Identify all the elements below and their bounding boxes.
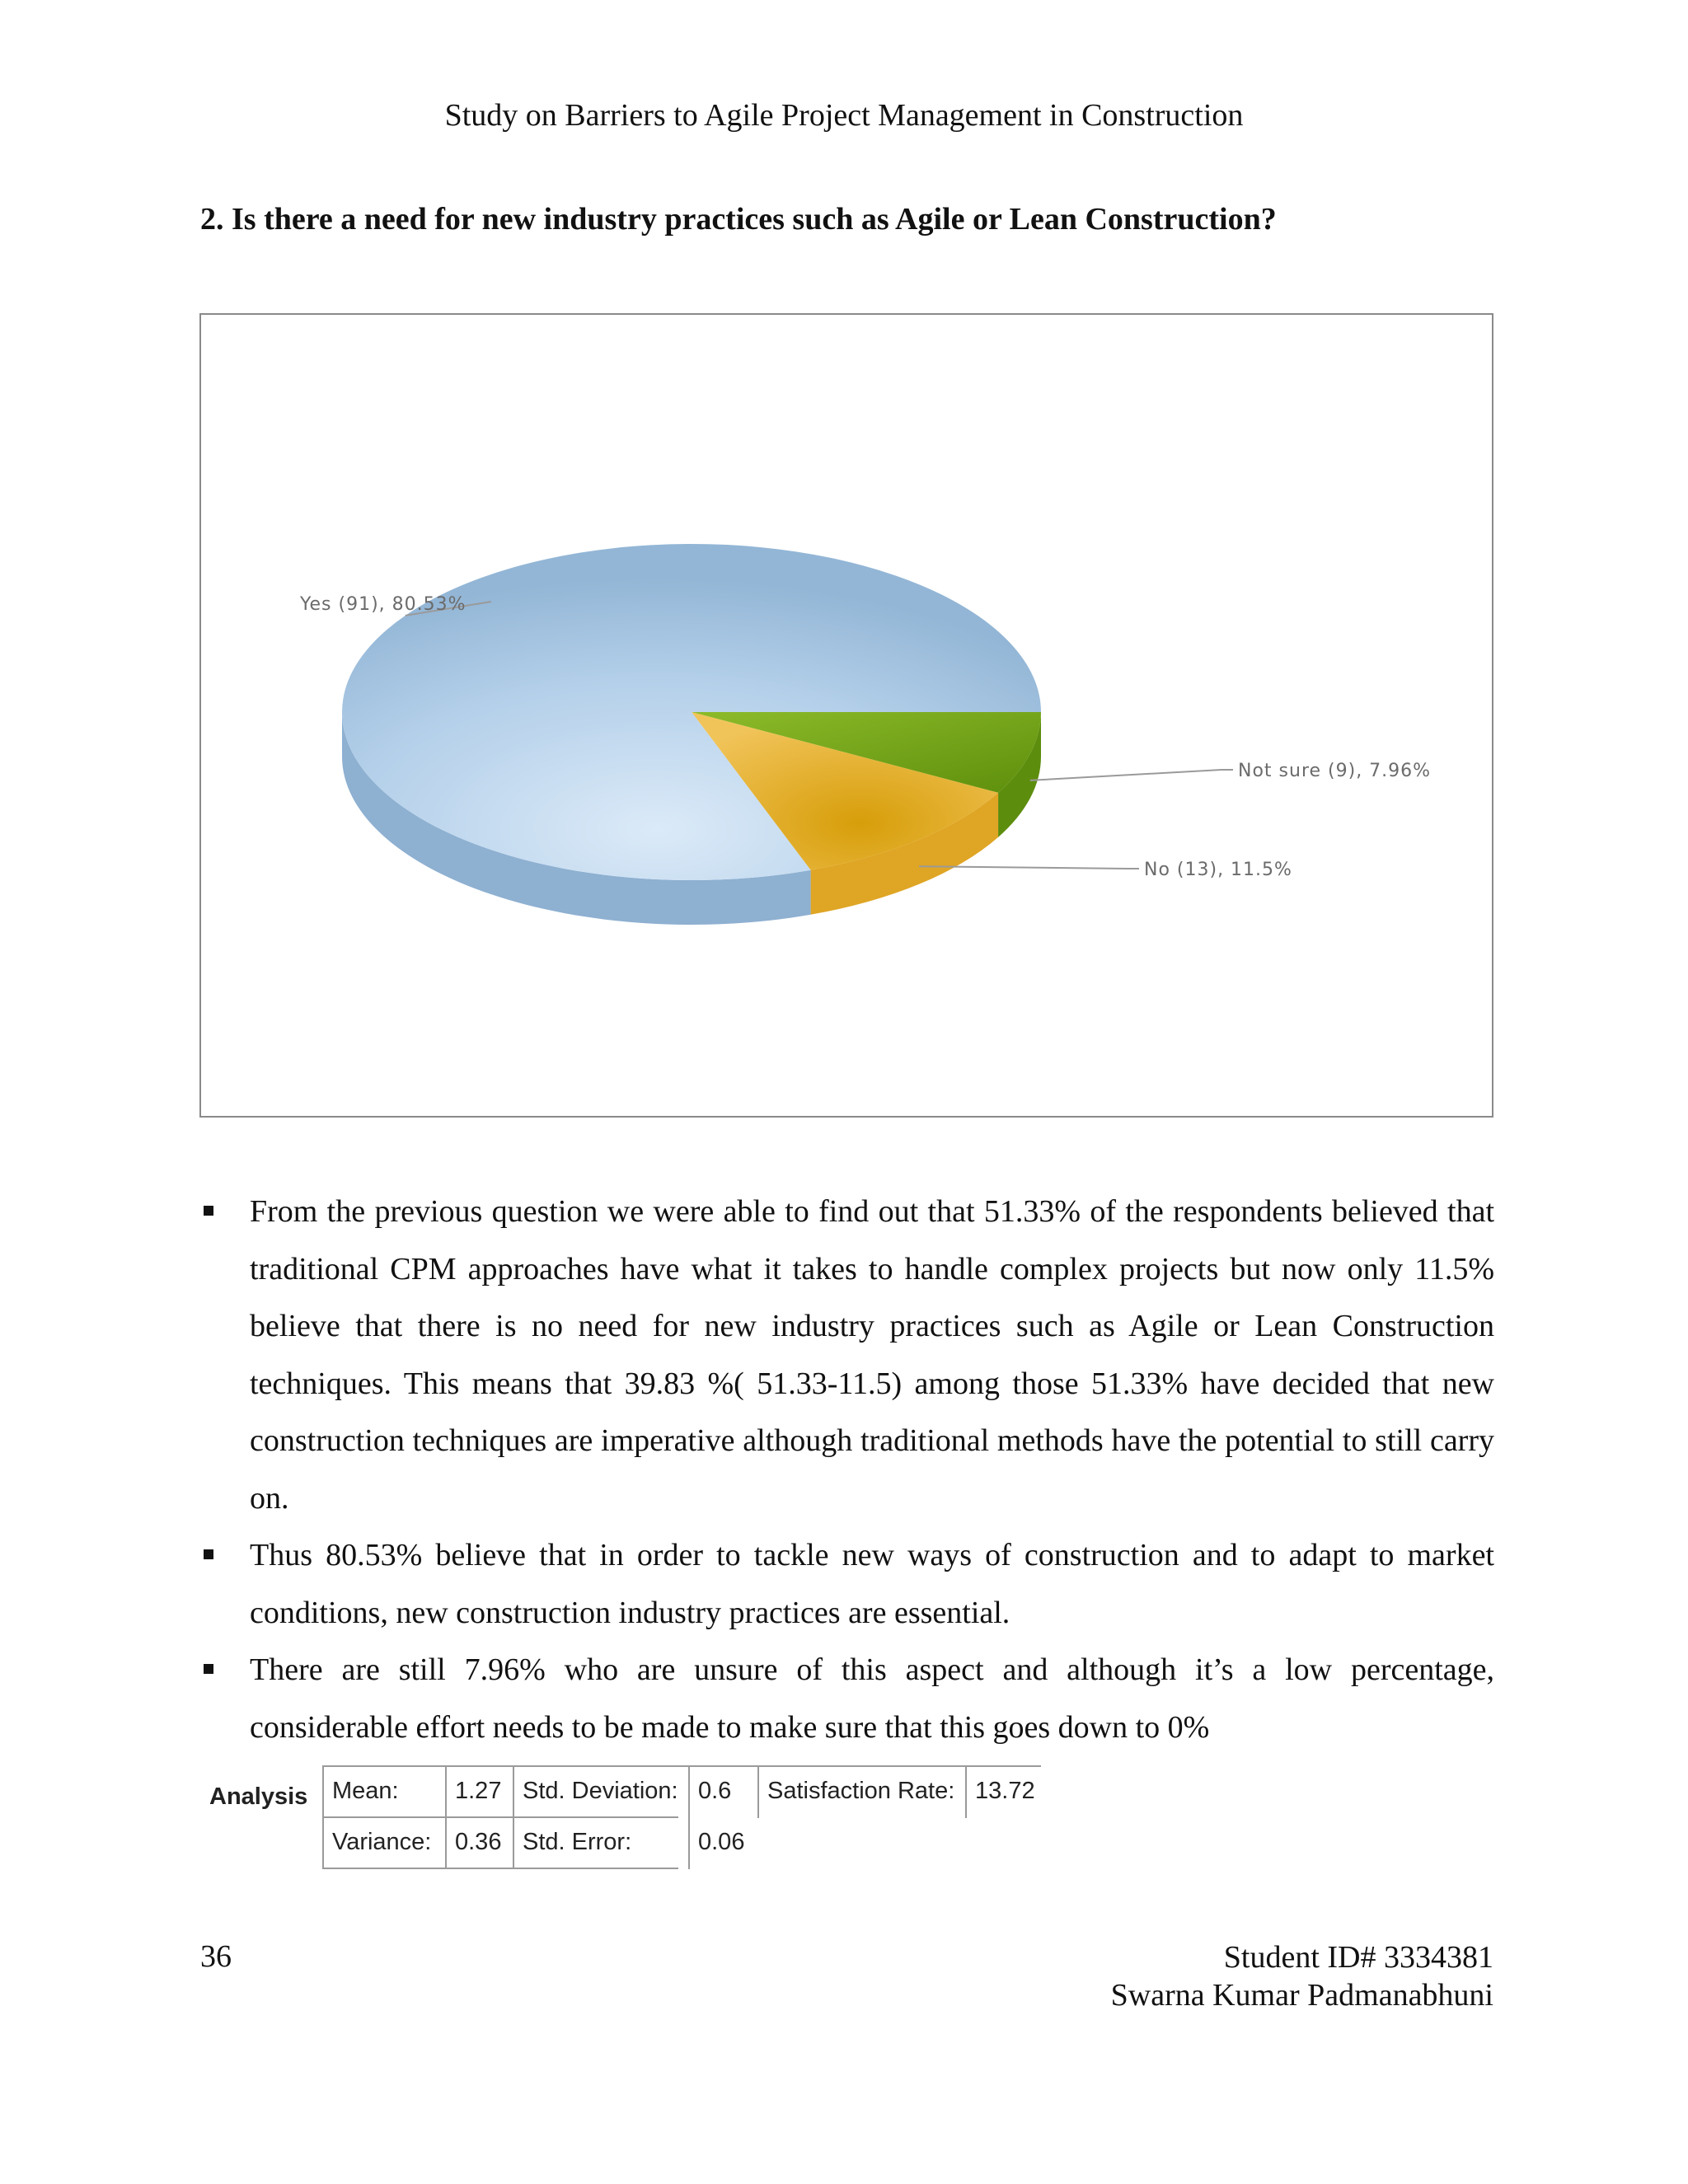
mean-label: Mean: xyxy=(332,1778,399,1804)
table-rule xyxy=(513,1765,514,1869)
std-deviation-value: 0.6 xyxy=(698,1778,732,1804)
analysis-label: Analysis xyxy=(209,1783,308,1810)
table-rule xyxy=(322,1816,678,1818)
pie-label-yes: Yes (91), 80.53% xyxy=(300,594,467,615)
table-rule xyxy=(445,1765,447,1869)
std-error-label: Std. Error: xyxy=(523,1829,632,1855)
findings-list xyxy=(200,1183,1494,1756)
running-header: Study on Barriers to Agile Project Management in Construction xyxy=(444,98,1244,133)
student-id: Student ID# 3334381 xyxy=(1223,1940,1493,1975)
satisfaction-rate-value: 13.72 xyxy=(975,1778,1035,1804)
table-rule xyxy=(322,1868,678,1869)
variance-value: 0.36 xyxy=(455,1829,502,1855)
pie-label-no: No (13), 11.5% xyxy=(1144,860,1292,880)
std-error-value: 0.06 xyxy=(698,1829,745,1855)
variance-label: Variance: xyxy=(332,1829,432,1855)
list-item: There are still 7.96% who are unsure of this aspect and although it’s a low percentage, considerable effort needs to be made to make sure that this goes down to 0% xyxy=(200,1642,1494,1756)
table-rule xyxy=(688,1765,690,1869)
pie-chart-frame xyxy=(199,313,1493,1118)
list-item: From the previous question we were able to find out that 51.33% of the respondents believed that traditional CPM approaches have what it takes to handle complex projects but now only 11.5% believe that there is no need for new industry practices such as Agile or Lean Construction techniques. This means that 39.83 %( 51.33-11.5) among those 51.33% have decided that new construction techniques are imperative although traditional methods have the potential to still carry on. xyxy=(200,1183,1494,1527)
question-heading: 2. Is there a need for new industry practices such as Agile or Lean Construction? xyxy=(200,202,1277,237)
satisfaction-rate-label: Satisfaction Rate: xyxy=(767,1778,955,1804)
list-item: Thus 80.53% believe that in order to tackle new ways of construction and to adapt to market conditions, new construction industry practices are essential. xyxy=(200,1527,1494,1642)
table-rule xyxy=(322,1765,324,1869)
pie-label-not-sure: Not sure (9), 7.96% xyxy=(1238,761,1432,781)
table-rule xyxy=(965,1765,967,1818)
table-rule xyxy=(757,1765,759,1818)
pie-chart xyxy=(201,315,1492,1116)
footer-author-block xyxy=(1111,1938,1493,2014)
table-rule xyxy=(322,1765,1041,1767)
author-name: Swarna Kumar Padmanabhuni xyxy=(1110,1978,1493,2013)
page-number: 36 xyxy=(200,1939,232,1974)
pie-leader-line xyxy=(1030,770,1233,780)
std-deviation-label: Std. Deviation: xyxy=(523,1778,678,1804)
mean-value: 1.27 xyxy=(455,1778,502,1804)
